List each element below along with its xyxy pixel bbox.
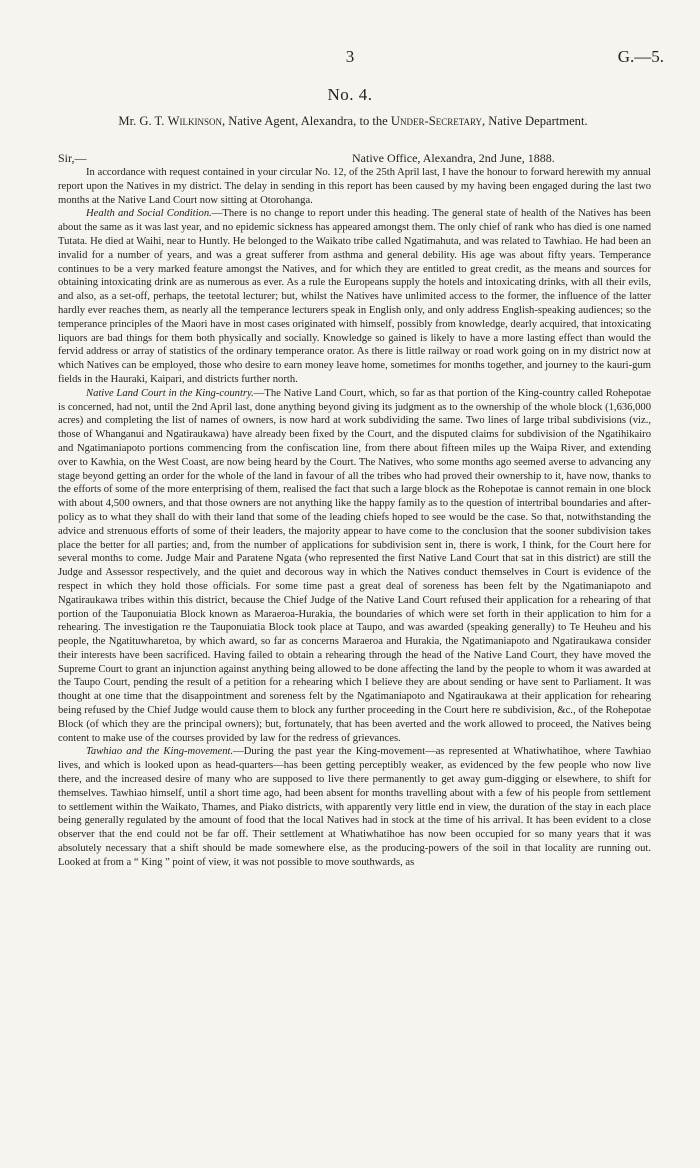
paragraph-heading: Tawhiao and the King-movement.	[86, 746, 234, 758]
paragraph-health	[58, 207, 651, 386]
subtitle-middle: , Native Agent, Alexandra, to the	[222, 114, 391, 128]
letter-number-heading: No. 4.	[327, 85, 373, 104]
subtitle-department: , Native Department.	[482, 114, 588, 128]
subtitle-author: Wilkinson	[167, 114, 222, 128]
paragraph-king-movement	[58, 745, 651, 869]
paragraph-intro	[58, 166, 651, 207]
paragraph-text: —The Native Land Court, which, so far as that portion of the King-country called Rohepotae is concerned, had not, until the 2nd April last, done anything beyond giving its judgment as to the ownership of the whole block (1,636,000 acres) and completing the list of names of owners, is now hard at work subdividing the same. Two lines of large tribal subdivisions (viz., those of Whanganui and Ngatiraukawa) have already been fixed by the Court, and the disputed claims for subdivision of the Ngatihikairo and Ngatimaniapoto portions commencing from the confiscation line, from there about fifteen miles up the Waipa River, and extending over to Kawhia, on the West Coast, are now being heard by the Court. The Natives, who some months ago seemed averse to advancing any stage beyond getting an order for the whole of the land in favour of all the tribes who had proved their ownership to it, have now, thanks to the efforts of some of the more enterprising of them, realised the fact that such a large block as the Rohepotae is cannot remain in one block with about 4,500 owners, and that those owners are not anything like the happy family as to the question of intertribal boundaries and after-policy as to what they shall do with their land that some of the leading chiefs hoped to see would be the case. So that, notwithstanding the advice and strenuous efforts of some of their leaders, the majority appear to have come to the conclusion that the sooner subdivision takes place the better for all parties; and, from the number of applications for subdivision sent in, there is work, I think, for the Court here for several months to come. Judge Mair and Paratene Ngata (who represented the first Native Land Court that sat in this district) are still the Judge and Assessor respectively, and the quiet and decorous way in which the Natives conduct themselves in Court is evidence of the respect in which they hold those officials. For some time past a great deal of soreness has been felt by the Ngatimaniapoto and Ngatiraukawa tribes within this district, because the Chief Judge of the Native Land Court refused their application for a rehearing of that portion of the Tauponuiatia Block known as Maraeroa-Hurakia, the boundaries of which were set forth in their application to him for a rehearing. The investigation re the Tauponuiatia Block took place at Taupo, and was awarded (speaking generally) to Te Heuheu and his people, the Ngatituwharetoa, by which award, so far as concerns Maraeroa and Hurakia, the Ngatimaniapoto and Ngatiraukawa consider their interests have been sacrificed. Having failed to obtain a rehearing through the head of the Native Land Court, they have moved the Supreme Court to grant an injunction against anything being allowed to be done affecting the land by the people to whom it was awarded at the Taupo Court, pending the result of a petition for a rehearing which I believe they are about sending or have sent to Parliament. It was thought at one time that the disappointment and soreness felt by the Ngatimaniapoto and Ngatiraukawa at their application for rehearing being refused by the Chief Judge would cause them to block any further proceeding in the Court here re subdivision, &c., of the Rohepotae Block (of which they are the principal owners); but, fortunately, that has been averted and the work allowed to proceed, the Natives being content to make use of the courses provided by law for the redress of grievances.	[58, 387, 651, 744]
page-number: 3	[345, 47, 355, 66]
subtitle-recipient: Under-Secretary	[390, 114, 482, 128]
subtitle-prefix: Mr. G. T.	[118, 114, 168, 128]
paragraph-text: In accordance with request contained in your circular No. 12, of the 25th April last, I have the honour to forward herewith my annual report upon the Natives in my district. The delay in sending in this report has been caused by my having been engaged during the last two months at the Native Land Court now sitting at Otorohanga.	[58, 167, 651, 206]
place-date: Native Office, Alexandra, 2nd June, 1888.	[352, 151, 555, 165]
paragraph-heading: Native Land Court in the King-country.	[86, 387, 254, 399]
paragraph-land-court	[58, 387, 651, 746]
letter-body	[58, 166, 651, 870]
paragraph-text: —During the past year the King-movement—as represented at Whatiwhatihoe, where Tawhiao lives, and which is looked upon as head-quarters—has been getting perceptibly weaker, as evidenced by the few people who now live there, and the increased desire of many who are supposed to live there permanently to get away gum-digging or elsewhere, to shift for themselves. Tawhiao himself, until a short time ago, had been absent for months travelling about with a few of his people from settlement to settlement within the Waikato, Thames, and Piako districts, with apparently very little end in view, the duration of the stay in each place being generally regulated by the amount of food that the local Natives had in stock at the time of his arrival. It has been evident to a close observer that the end could not be far off. Their settlement at Whatiwhatihoe has now been occupied for so many years that it was absolutely necessary that a shift should be made somewhere else, as the producing-powers of the soil in that locality are running out. Looked at from a “ King ” point of view, it was not possible to move southwards, as	[58, 746, 651, 868]
salutation: Sir,—	[58, 151, 87, 165]
document-reference: G.—5.	[617, 47, 664, 66]
letter-subtitle	[58, 113, 648, 130]
paragraph-text: —There is no change to report under this heading. The general state of health of the Natives has been about the same as it was last year, and no epidemic sickness has appeared amongst them. The only chief of rank who has died is one named Tutata. He died at Waihi, near to Huntly. He belonged to the Waikato tribe called Ngatimahuta, and was related to Tawhiao. He had been an invalid for a number of years, and was a great sufferer from asthma and general debility. His age was about fifty years. Temperance continues to be a very marked feature amongst the Natives, and for which they are entitled to great credit, as the means and sources for obtaining intoxicating drink are as numerous as ever. As a rule the Europeans supply the hotels and intoxicating drinks, with all their evils, and also, as a set-off, perhaps, the teetotal lecturer; but, whilst the Natives have unlimited access to the former, the influence of the latter hardly ever reaches them, as nearly all the temperance lecturers speak in English only, and only address English-speaking audiences; so the temperance principles of the Maori have in most cases originated with himself, possibly from knowledge, dearly acquired, that intoxicating liquors are bad things for them both physically and socially. Knowledge so gained is likely to have a more lasting effect than would the fervid address or array of statistics of the ordinary temperance orator. As there is little railway or road work going on in my district now at which Natives can be employed, those who desire to earn money leave home, sometimes for months together, and journey to the kauri-gum fields in the Hauraki, Kaipari, and districts further north.	[58, 208, 651, 385]
paragraph-heading: Health and Social Condition.	[86, 208, 212, 220]
